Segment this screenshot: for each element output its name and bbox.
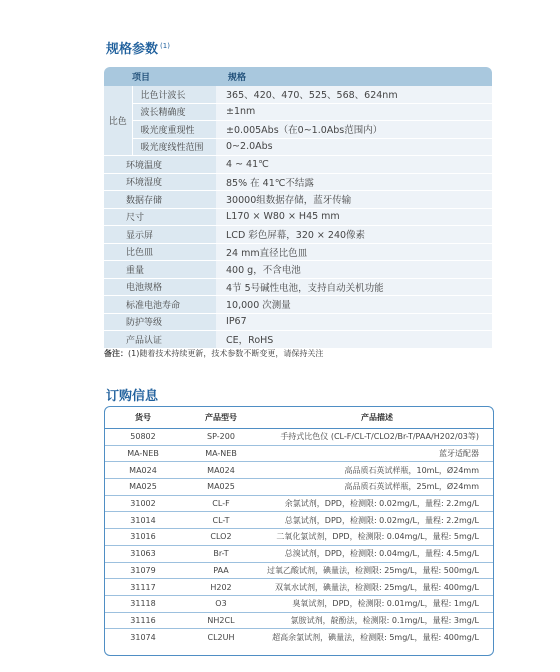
specs-row-label: 电池规格 (104, 278, 216, 296)
order-row (105, 429, 493, 446)
order-cell-item-no: 31016 (105, 529, 181, 546)
specs-row (104, 121, 492, 139)
order-cell-desc: 二氧化氯试剂，DPD，检测限: 0.04mg/L，量程: 5mg/L (261, 529, 493, 546)
specs-row (104, 261, 492, 279)
specs-row-label: 环境温度 (104, 156, 216, 174)
order-row (105, 479, 493, 496)
order-row (105, 612, 493, 629)
specs-table (104, 67, 492, 349)
order-cell-item-no: 50802 (105, 429, 181, 446)
order-cell-desc: 双氧水试剂，碘量法，检测限: 25mg/L，量程: 400mg/L (261, 579, 493, 596)
order-row (105, 512, 493, 529)
order-cell-item-no: MA025 (105, 479, 181, 496)
order-body (105, 429, 493, 645)
order-cell-item-no: 31074 (130, 632, 156, 642)
order-cell-model: NH2CL (181, 612, 261, 629)
order-table (105, 407, 493, 645)
specs-row-label: 吸光度重现性 (132, 121, 216, 139)
specs-row (104, 86, 492, 103)
order-cell-desc: 超高余氯试剂，碘量法，检测限: 5mg/L，量程: 400mg/L (272, 632, 479, 642)
order-cell-desc: 过氧乙酸试剂，碘量法，检测限: 25mg/L，量程: 500mg/L (261, 562, 493, 579)
order-cell-model: CLO2 (181, 529, 261, 546)
order-cell-item-no: 31014 (105, 512, 181, 529)
note-text: (1)随着技术持续更新，技术参数不断变更，请保持关注 (128, 349, 324, 358)
order-header-desc: 产品描述 (261, 407, 493, 429)
specs-header-row (104, 67, 492, 86)
specs-row-value: 85% 在 41℃不结露 (216, 173, 492, 191)
specs-row (104, 226, 492, 244)
order-cell-model: SP-200 (181, 429, 261, 446)
order-header-row (105, 407, 493, 429)
order-cell-item-no: 31116 (105, 612, 181, 629)
order-row (105, 529, 493, 546)
specs-row-value: ±0.005Abs（在0~1.0Abs范围内） (216, 121, 492, 139)
order-title: 订购信息 (106, 389, 159, 404)
specs-row-value: 10,000 次测量 (216, 296, 492, 314)
order-row (105, 462, 493, 479)
order-row (105, 595, 493, 612)
specs-row-label: 防护等级 (104, 313, 216, 331)
note-label: 备注： (104, 349, 128, 358)
order-cell-model: H202 (181, 579, 261, 596)
order-cell-model: PAA (181, 562, 261, 579)
specs-body (104, 86, 492, 348)
specs-row (104, 191, 492, 209)
order-cell-model: CL2UH (207, 632, 235, 642)
order-cell-item-no: 31079 (105, 562, 181, 579)
order-cell-model: CL-T (181, 512, 261, 529)
specs-row (104, 173, 492, 191)
order-cell-desc: 手持式比色仪 (CL-F/CL-T/CLO2/Br-T/PAA/H202/03等) (261, 429, 493, 446)
order-header-item-no: 货号 (105, 407, 181, 429)
colorimetry-group-label: 比色 (104, 86, 132, 156)
order-cell-desc: 总氯试剂，DPD，检测限: 0.02mg/L，量程: 2.2mg/L (261, 512, 493, 529)
order-row (105, 445, 493, 462)
specs-row-value: L170 × W80 × H45 mm (216, 208, 492, 226)
order-cell-model: MA-NEB (181, 445, 261, 462)
specs-row (104, 313, 492, 331)
order-cell-item-no: 31118 (105, 595, 181, 612)
specs-row-value: 30000组数据存储，蓝牙传输 (216, 191, 492, 209)
specs-row-value: ±1nm (216, 103, 492, 121)
order-cell-desc: 蓝牙适配器 (261, 445, 493, 462)
specs-row-label: 环境湿度 (104, 173, 216, 191)
specs-row (104, 278, 492, 296)
specs-row-label: 产品认证 (104, 331, 216, 349)
order-row (105, 579, 493, 596)
specs-row-value: 400 g，不含电池 (216, 261, 492, 279)
specs-header-spec: 规格 (216, 67, 492, 86)
specs-title-text: 规格参数 (106, 42, 159, 57)
specs-row-value: 24 mm直径比色皿 (216, 243, 492, 261)
specs-title-footnote: (1) (160, 41, 170, 50)
specs-row-value: CE，RoHS (216, 331, 492, 349)
order-cell-model: CL-F (181, 495, 261, 512)
order-row (105, 545, 493, 562)
order-cell-model: MA024 (181, 462, 261, 479)
specs-row (104, 331, 492, 349)
specs-row (104, 296, 492, 314)
specs-title (106, 38, 170, 57)
specs-row-label: 波长精确度 (132, 103, 216, 121)
specs-row (104, 208, 492, 226)
specs-row-label: 重量 (104, 261, 216, 279)
order-cell-desc: 总溴试剂，DPD，检测限: 0.04mg/L，量程: 4.5mg/L (261, 545, 493, 562)
order-cell-item-no: 31002 (105, 495, 181, 512)
specs-row (104, 138, 492, 156)
order-cell-model: O3 (181, 595, 261, 612)
specs-row-label: 比色皿 (104, 243, 216, 261)
specs-note (104, 348, 323, 359)
specs-row-label: 数据存储 (104, 191, 216, 209)
specs-row (104, 103, 492, 121)
specs-row-label: 标准电池寿命 (104, 296, 216, 314)
specs-row-value: 365、420、470、525、568、624nm (216, 86, 492, 103)
order-header-model: 产品型号 (181, 407, 261, 429)
specs-row-value: 4节 5号碱性电池，支持自动关机功能 (216, 278, 492, 296)
order-cell-item-no: MA-NEB (105, 445, 181, 462)
order-cell-desc: 高品质石英试样瓶，10mL，Ø24mm (261, 462, 493, 479)
specs-row-label: 显示屏 (104, 226, 216, 244)
specs-row-label: 吸光度线性范围 (132, 138, 216, 156)
order-row (105, 562, 493, 579)
order-row (105, 495, 493, 512)
order-cell-model: Br-T (181, 545, 261, 562)
specs-row (104, 156, 492, 174)
order-cell-desc: 余氯试剂，DPD，检测限: 0.02mg/L，量程: 2.2mg/L (261, 495, 493, 512)
specs-row (104, 243, 492, 261)
order-row (105, 629, 493, 645)
order-cell-desc: 高品质石英试样瓶，25mL，Ø24mm (261, 479, 493, 496)
specs-row-value: IP67 (216, 313, 492, 331)
specs-row-value: 4 ~ 41℃ (216, 156, 492, 174)
specs-row-label: 尺寸 (104, 208, 216, 226)
order-cell-item-no: MA024 (105, 462, 181, 479)
order-cell-item-no: 31117 (105, 579, 181, 596)
order-cell-item-no: 31063 (105, 545, 181, 562)
specs-header-item: 项目 (104, 67, 216, 86)
order-cell-desc: 氯胺试剂，靛酚法，检测限: 0.1mg/L，量程: 3mg/L (261, 612, 493, 629)
order-cell-model: MA025 (181, 479, 261, 496)
order-cell-desc: 臭氧试剂，DPD，检测限: 0.01mg/L，量程: 1mg/L (261, 595, 493, 612)
order-table-frame (104, 406, 494, 656)
specs-row-value: LCD 彩色屏幕，320 × 240像素 (216, 226, 492, 244)
specs-row-label: 比色计波长 (132, 86, 216, 103)
specs-row-value: 0~2.0Abs (216, 138, 492, 156)
